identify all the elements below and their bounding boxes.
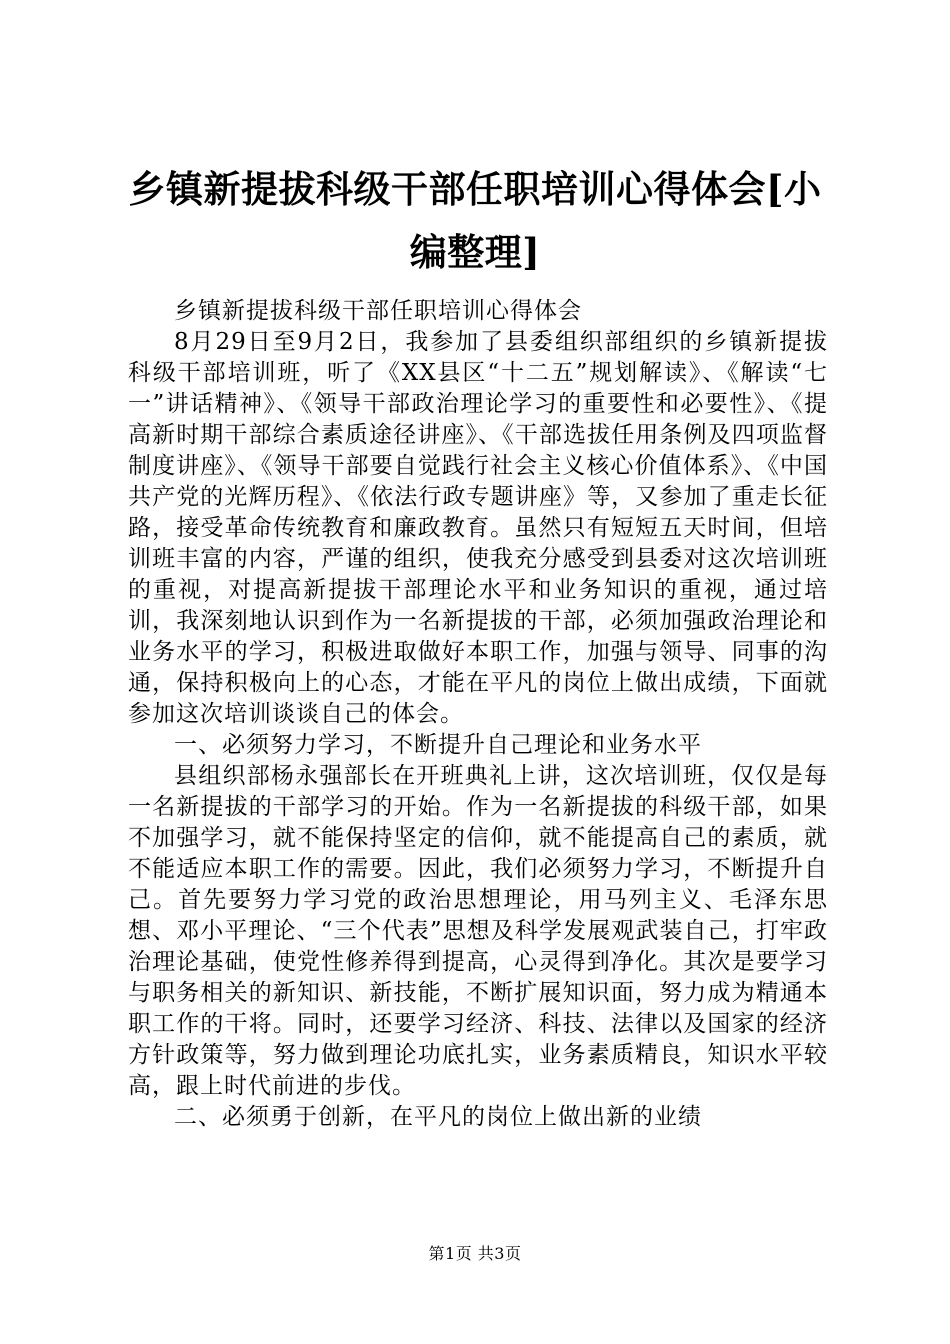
document-title: 乡镇新提拔科级干部任职培训心得体会[小编整理] <box>128 167 822 274</box>
paragraph-intro: 8月29日至9月2日，我参加了县委组织部组织的乡镇新提拔科级干部培训班，听了《XX县区“十二五”规划解读》、《解读“七一”讲话精神》、《领导干部政治理论学习的重要性和必要性》、《提高新时期干部综合素质途径讲座》、《干部选拔任用条例及四项监督制度讲座》、《领导干部要自觉践行社会主义核心价值体系》、《中国共产党的光辉历程》、《依法行政专题讲座》等，又参加了重走长征路，接受革命传统教育和廉政教育。虽然只有短短五天时间，但培训班丰富的内容，严谨的组织，使我充分感受到县委对这次培训班的重视，对提高新提拔干部理论水平和业务知识的重视，通过培训，我深刻地认识到作为一名新提拔的干部，必须加强政治理论和业务水平的学习，积极进取做好本职工作，加强与领导、同事的沟通，保持积极向上的心态，才能在平凡的岗位上做出成绩，下面就参加这次培训谈谈自己的体会。 <box>128 329 828 727</box>
paragraph-subtitle: 乡镇新提拔科级干部任职培训心得体会 <box>174 298 582 324</box>
page-number-footer: 第1页 共3页 <box>428 1244 522 1263</box>
section-heading-1: 一、必须努力学习，不断提升自己理论和业务水平 <box>174 732 702 758</box>
paragraph-section-1: 县组织部杨永强部长在开班典礼上讲，这次培训班，仅仅是每一名新提拔的干部学习的开始。作为一名新提拔的科级干部，如果不加强学习，就不能保持坚定的信仰，就不能提高自己的素质，就不能适应本职工作的需要。因此，我们必须努力学习，不断提升自己。首先要努力学习党的政治思想理论，用马列主义、毛泽东思想、邓小平理论、“三个代表”思想及科学发展观武装自己，打牢政治理论基础，使党性修养得到提高，心灵得到净化。其次是要学习与职务相关的新知识、新技能，不断扩展知识面，努力成为精通本职工作的干将。同时，还要学习经济、科技、法律以及国家的经济方针政策等，努力做到理论功底扎实，业务素质精良，知识水平较高，跟上时代前进的步伐。 <box>128 763 828 1099</box>
section-heading-2: 二、必须勇于创新，在平凡的岗位上做出新的业绩 <box>174 1104 702 1130</box>
document-body <box>128 296 828 1133</box>
